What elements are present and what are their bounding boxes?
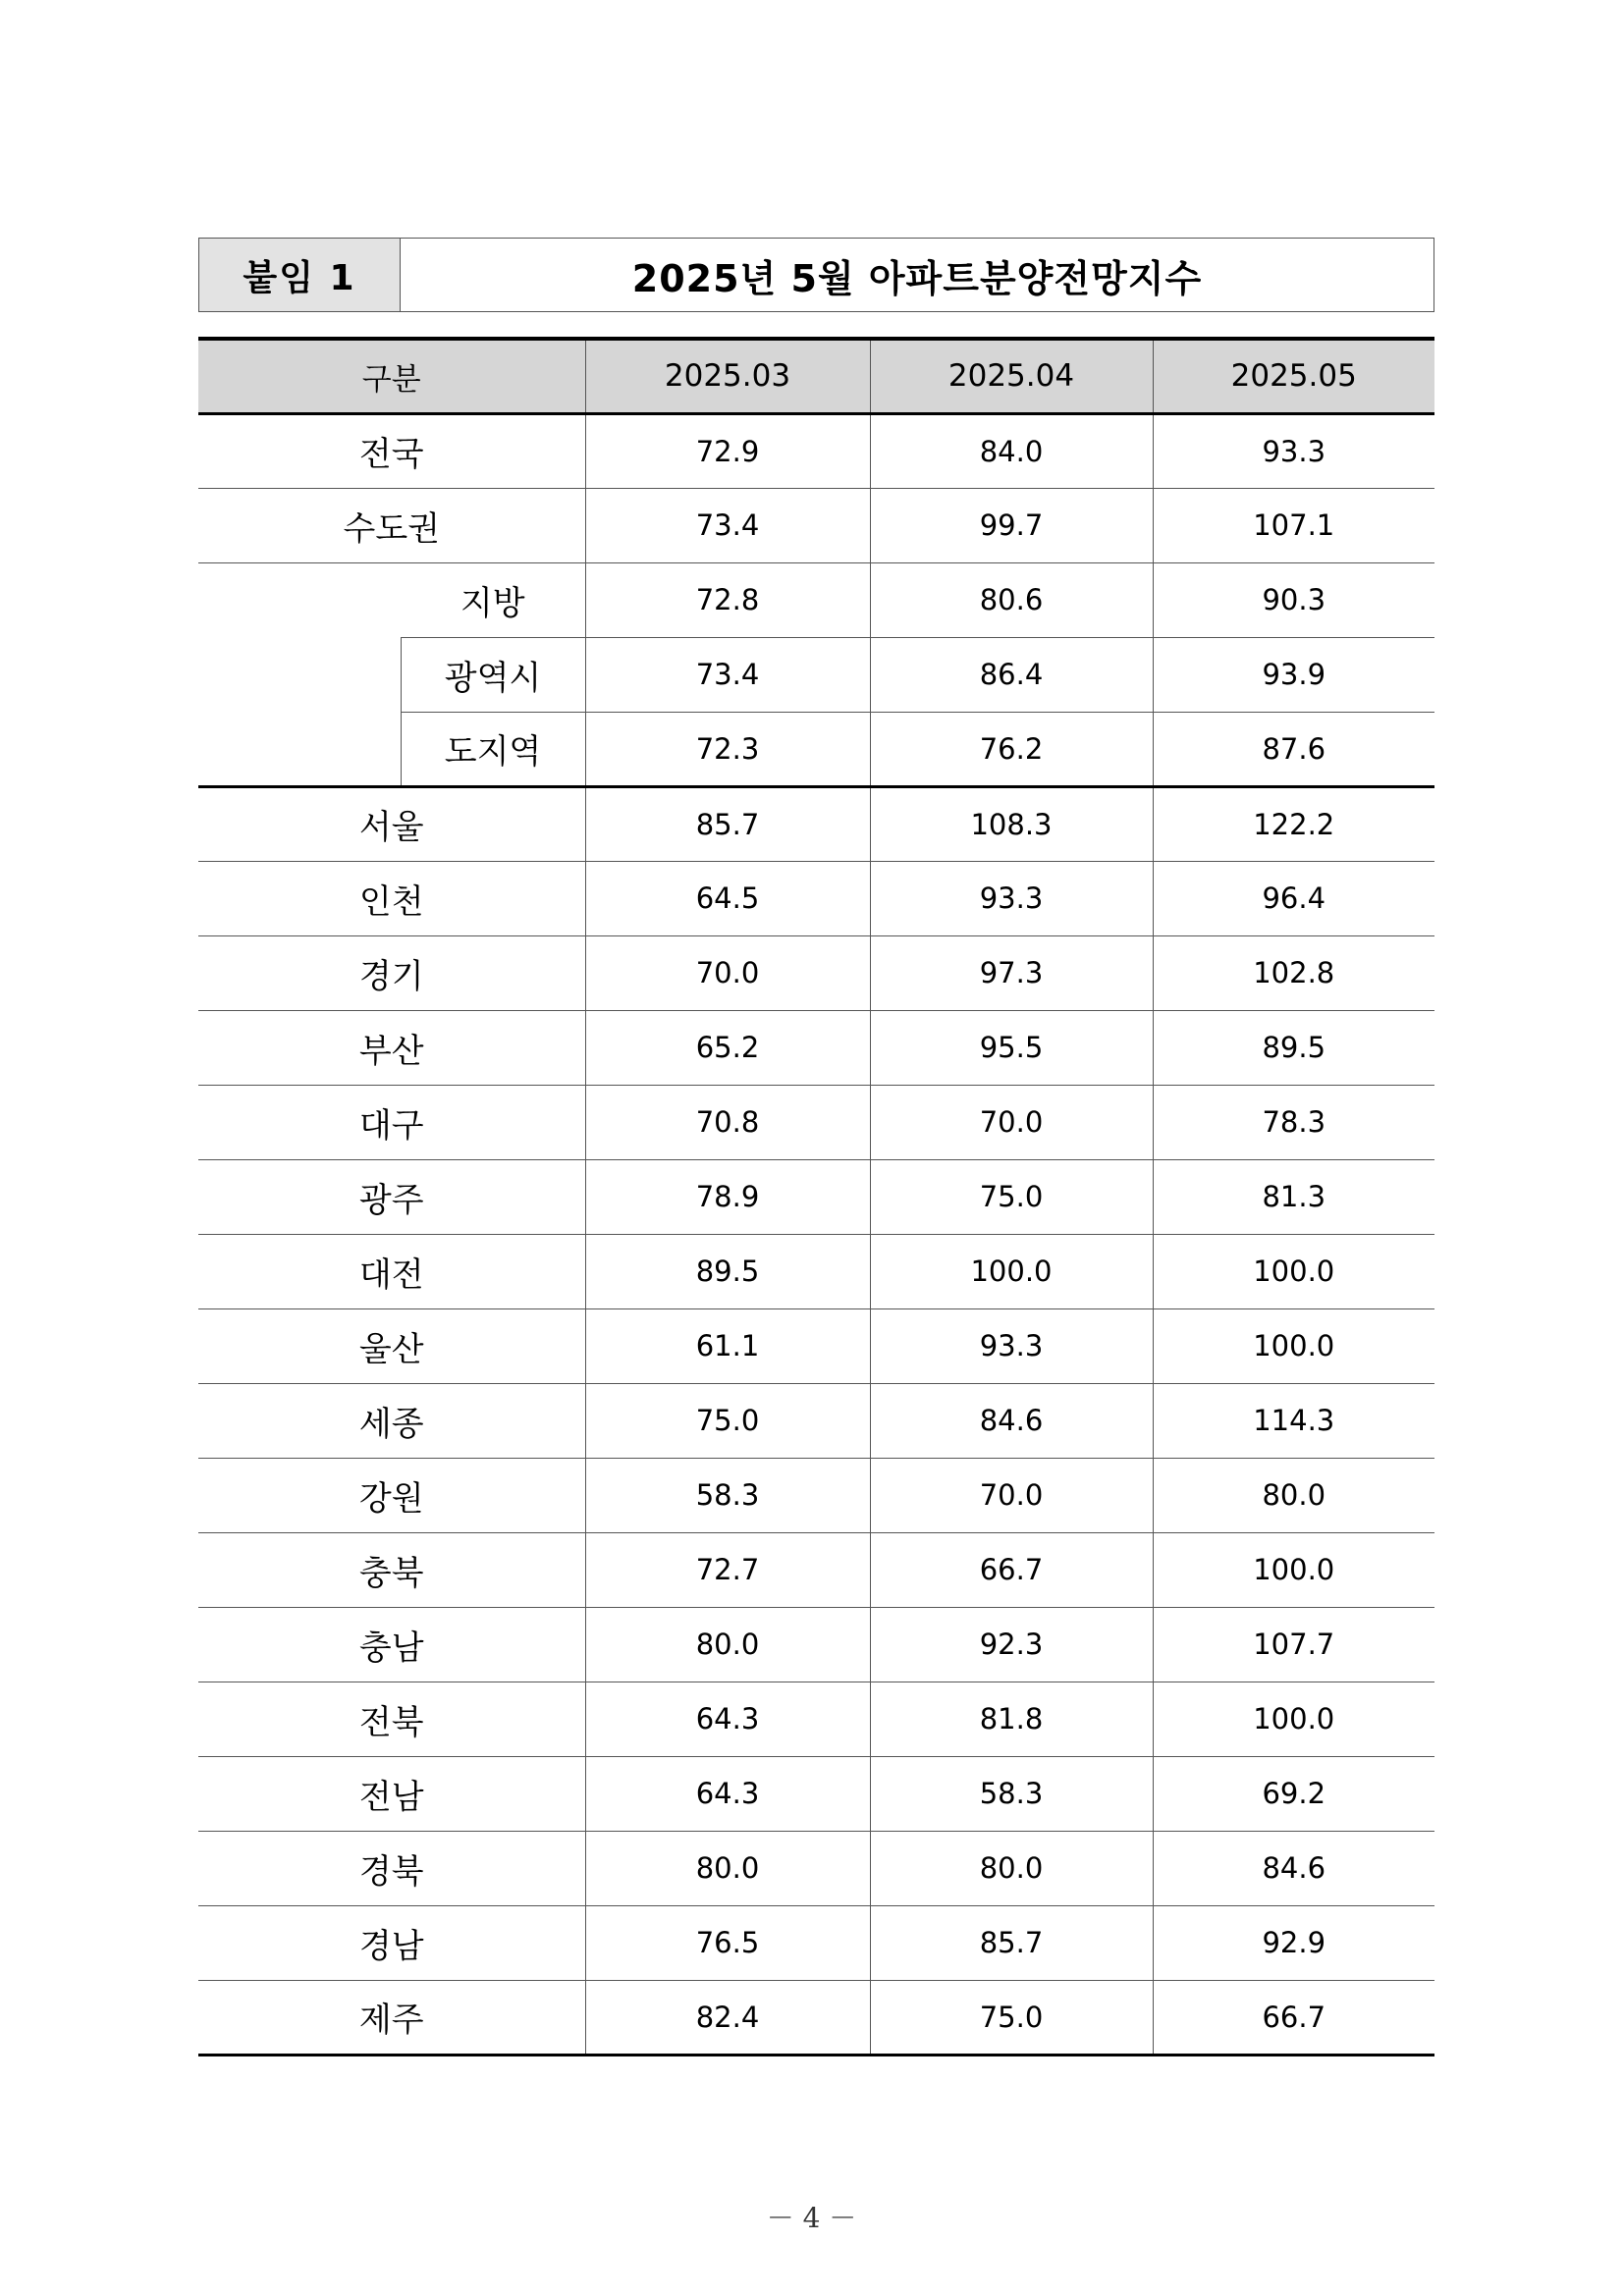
value-cell: 87.6 bbox=[1153, 712, 1434, 786]
table-row bbox=[198, 413, 1434, 488]
table-row bbox=[198, 1085, 1434, 1159]
row-label: 광역시 bbox=[401, 637, 585, 712]
row-label: 지방 bbox=[401, 562, 585, 637]
value-cell: 84.0 bbox=[870, 413, 1153, 488]
value-cell: 73.4 bbox=[585, 637, 870, 712]
value-cell: 92.3 bbox=[870, 1607, 1153, 1682]
row-label: 충북 bbox=[198, 1532, 585, 1607]
value-cell: 85.7 bbox=[585, 786, 870, 861]
spacer-cell bbox=[198, 562, 401, 637]
value-cell: 72.9 bbox=[585, 413, 870, 488]
row-label: 대전 bbox=[198, 1234, 585, 1308]
value-cell: 96.4 bbox=[1153, 861, 1434, 935]
value-cell: 93.9 bbox=[1153, 637, 1434, 712]
value-cell: 108.3 bbox=[870, 786, 1153, 861]
table-row bbox=[198, 712, 1434, 786]
value-cell: 73.4 bbox=[585, 488, 870, 562]
value-cell: 70.0 bbox=[585, 935, 870, 1010]
spacer-cell bbox=[198, 712, 401, 786]
value-cell: 89.5 bbox=[1153, 1010, 1434, 1085]
value-cell: 86.4 bbox=[870, 637, 1153, 712]
value-cell: 80.0 bbox=[585, 1831, 870, 1905]
value-cell: 85.7 bbox=[870, 1905, 1153, 1980]
value-cell: 66.7 bbox=[1153, 1980, 1434, 2055]
value-cell: 80.0 bbox=[585, 1607, 870, 1682]
value-cell: 58.3 bbox=[585, 1458, 870, 1532]
value-cell: 72.3 bbox=[585, 712, 870, 786]
table-row bbox=[198, 562, 1434, 637]
row-label: 서울 bbox=[198, 786, 585, 861]
header-category: 구분 bbox=[198, 339, 585, 413]
value-cell: 75.0 bbox=[585, 1383, 870, 1458]
table-row bbox=[198, 786, 1434, 861]
header-2025-05: 2025.05 bbox=[1153, 339, 1434, 413]
value-cell: 100.0 bbox=[1153, 1682, 1434, 1756]
value-cell: 89.5 bbox=[585, 1234, 870, 1308]
forecast-index-table bbox=[198, 337, 1434, 2056]
table-row bbox=[198, 1905, 1434, 1980]
table-row bbox=[198, 1383, 1434, 1458]
value-cell: 93.3 bbox=[870, 1308, 1153, 1383]
row-label: 수도권 bbox=[198, 488, 585, 562]
row-label: 충남 bbox=[198, 1607, 585, 1682]
value-cell: 66.7 bbox=[870, 1532, 1153, 1607]
value-cell: 69.2 bbox=[1153, 1756, 1434, 1831]
value-cell: 70.0 bbox=[870, 1458, 1153, 1532]
value-cell: 80.0 bbox=[870, 1831, 1153, 1905]
row-label: 울산 bbox=[198, 1308, 585, 1383]
table-row bbox=[198, 861, 1434, 935]
value-cell: 80.0 bbox=[1153, 1458, 1434, 1532]
value-cell: 100.0 bbox=[1153, 1532, 1434, 1607]
value-cell: 64.3 bbox=[585, 1756, 870, 1831]
value-cell: 81.3 bbox=[1153, 1159, 1434, 1234]
row-label: 경기 bbox=[198, 935, 585, 1010]
table-row bbox=[198, 1831, 1434, 1905]
value-cell: 84.6 bbox=[870, 1383, 1153, 1458]
value-cell: 80.6 bbox=[870, 562, 1153, 637]
row-label: 전북 bbox=[198, 1682, 585, 1756]
value-cell: 82.4 bbox=[585, 1980, 870, 2055]
value-cell: 58.3 bbox=[870, 1756, 1153, 1831]
value-cell: 100.0 bbox=[1153, 1308, 1434, 1383]
row-label: 전국 bbox=[198, 413, 585, 488]
table-row bbox=[198, 1159, 1434, 1234]
value-cell: 61.1 bbox=[585, 1308, 870, 1383]
row-label: 제주 bbox=[198, 1980, 585, 2055]
value-cell: 75.0 bbox=[870, 1159, 1153, 1234]
value-cell: 100.0 bbox=[1153, 1234, 1434, 1308]
value-cell: 100.0 bbox=[870, 1234, 1153, 1308]
row-label: 경북 bbox=[198, 1831, 585, 1905]
table-row bbox=[198, 1682, 1434, 1756]
table-row bbox=[198, 1308, 1434, 1383]
document-title: 2025년 5월 아파트분양전망지수 bbox=[631, 256, 1203, 300]
table-row bbox=[198, 935, 1434, 1010]
row-label: 경남 bbox=[198, 1905, 585, 1980]
table-row bbox=[198, 1234, 1434, 1308]
value-cell: 122.2 bbox=[1153, 786, 1434, 861]
value-cell: 81.8 bbox=[870, 1682, 1153, 1756]
value-cell: 70.8 bbox=[585, 1085, 870, 1159]
value-cell: 95.5 bbox=[870, 1010, 1153, 1085]
row-label: 세종 bbox=[198, 1383, 585, 1458]
row-label: 강원 bbox=[198, 1458, 585, 1532]
row-label: 인천 bbox=[198, 861, 585, 935]
value-cell: 84.6 bbox=[1153, 1831, 1434, 1905]
value-cell: 93.3 bbox=[870, 861, 1153, 935]
row-label: 전남 bbox=[198, 1756, 585, 1831]
value-cell: 65.2 bbox=[585, 1010, 870, 1085]
value-cell: 90.3 bbox=[1153, 562, 1434, 637]
header-2025-04: 2025.04 bbox=[870, 339, 1153, 413]
table-row bbox=[198, 637, 1434, 712]
row-label: 도지역 bbox=[401, 712, 585, 786]
table-header-row bbox=[198, 339, 1434, 413]
value-cell: 114.3 bbox=[1153, 1383, 1434, 1458]
value-cell: 70.0 bbox=[870, 1085, 1153, 1159]
table-row bbox=[198, 1010, 1434, 1085]
attachment-label: 붙임 1 bbox=[199, 239, 401, 311]
spacer-cell bbox=[198, 637, 401, 712]
value-cell: 75.0 bbox=[870, 1980, 1153, 2055]
value-cell: 99.7 bbox=[870, 488, 1153, 562]
row-label: 부산 bbox=[198, 1010, 585, 1085]
value-cell: 64.5 bbox=[585, 861, 870, 935]
table-row bbox=[198, 1532, 1434, 1607]
row-label: 광주 bbox=[198, 1159, 585, 1234]
table-row bbox=[198, 1756, 1434, 1831]
value-cell: 97.3 bbox=[870, 935, 1153, 1010]
value-cell: 72.7 bbox=[585, 1532, 870, 1607]
value-cell: 107.7 bbox=[1153, 1607, 1434, 1682]
table-row bbox=[198, 488, 1434, 562]
value-cell: 76.2 bbox=[870, 712, 1153, 786]
page-number: － 4 － bbox=[766, 2202, 857, 2234]
value-cell: 76.5 bbox=[585, 1905, 870, 1980]
table-row bbox=[198, 1980, 1434, 2055]
value-cell: 107.1 bbox=[1153, 488, 1434, 562]
header-2025-03: 2025.03 bbox=[585, 339, 870, 413]
value-cell: 64.3 bbox=[585, 1682, 870, 1756]
value-cell: 72.8 bbox=[585, 562, 870, 637]
value-cell: 102.8 bbox=[1153, 935, 1434, 1010]
title-box bbox=[198, 238, 1434, 312]
value-cell: 92.9 bbox=[1153, 1905, 1434, 1980]
row-label: 대구 bbox=[198, 1085, 585, 1159]
value-cell: 78.9 bbox=[585, 1159, 870, 1234]
value-cell: 78.3 bbox=[1153, 1085, 1434, 1159]
table-row bbox=[198, 1607, 1434, 1682]
table-row bbox=[198, 1458, 1434, 1532]
value-cell: 93.3 bbox=[1153, 413, 1434, 488]
